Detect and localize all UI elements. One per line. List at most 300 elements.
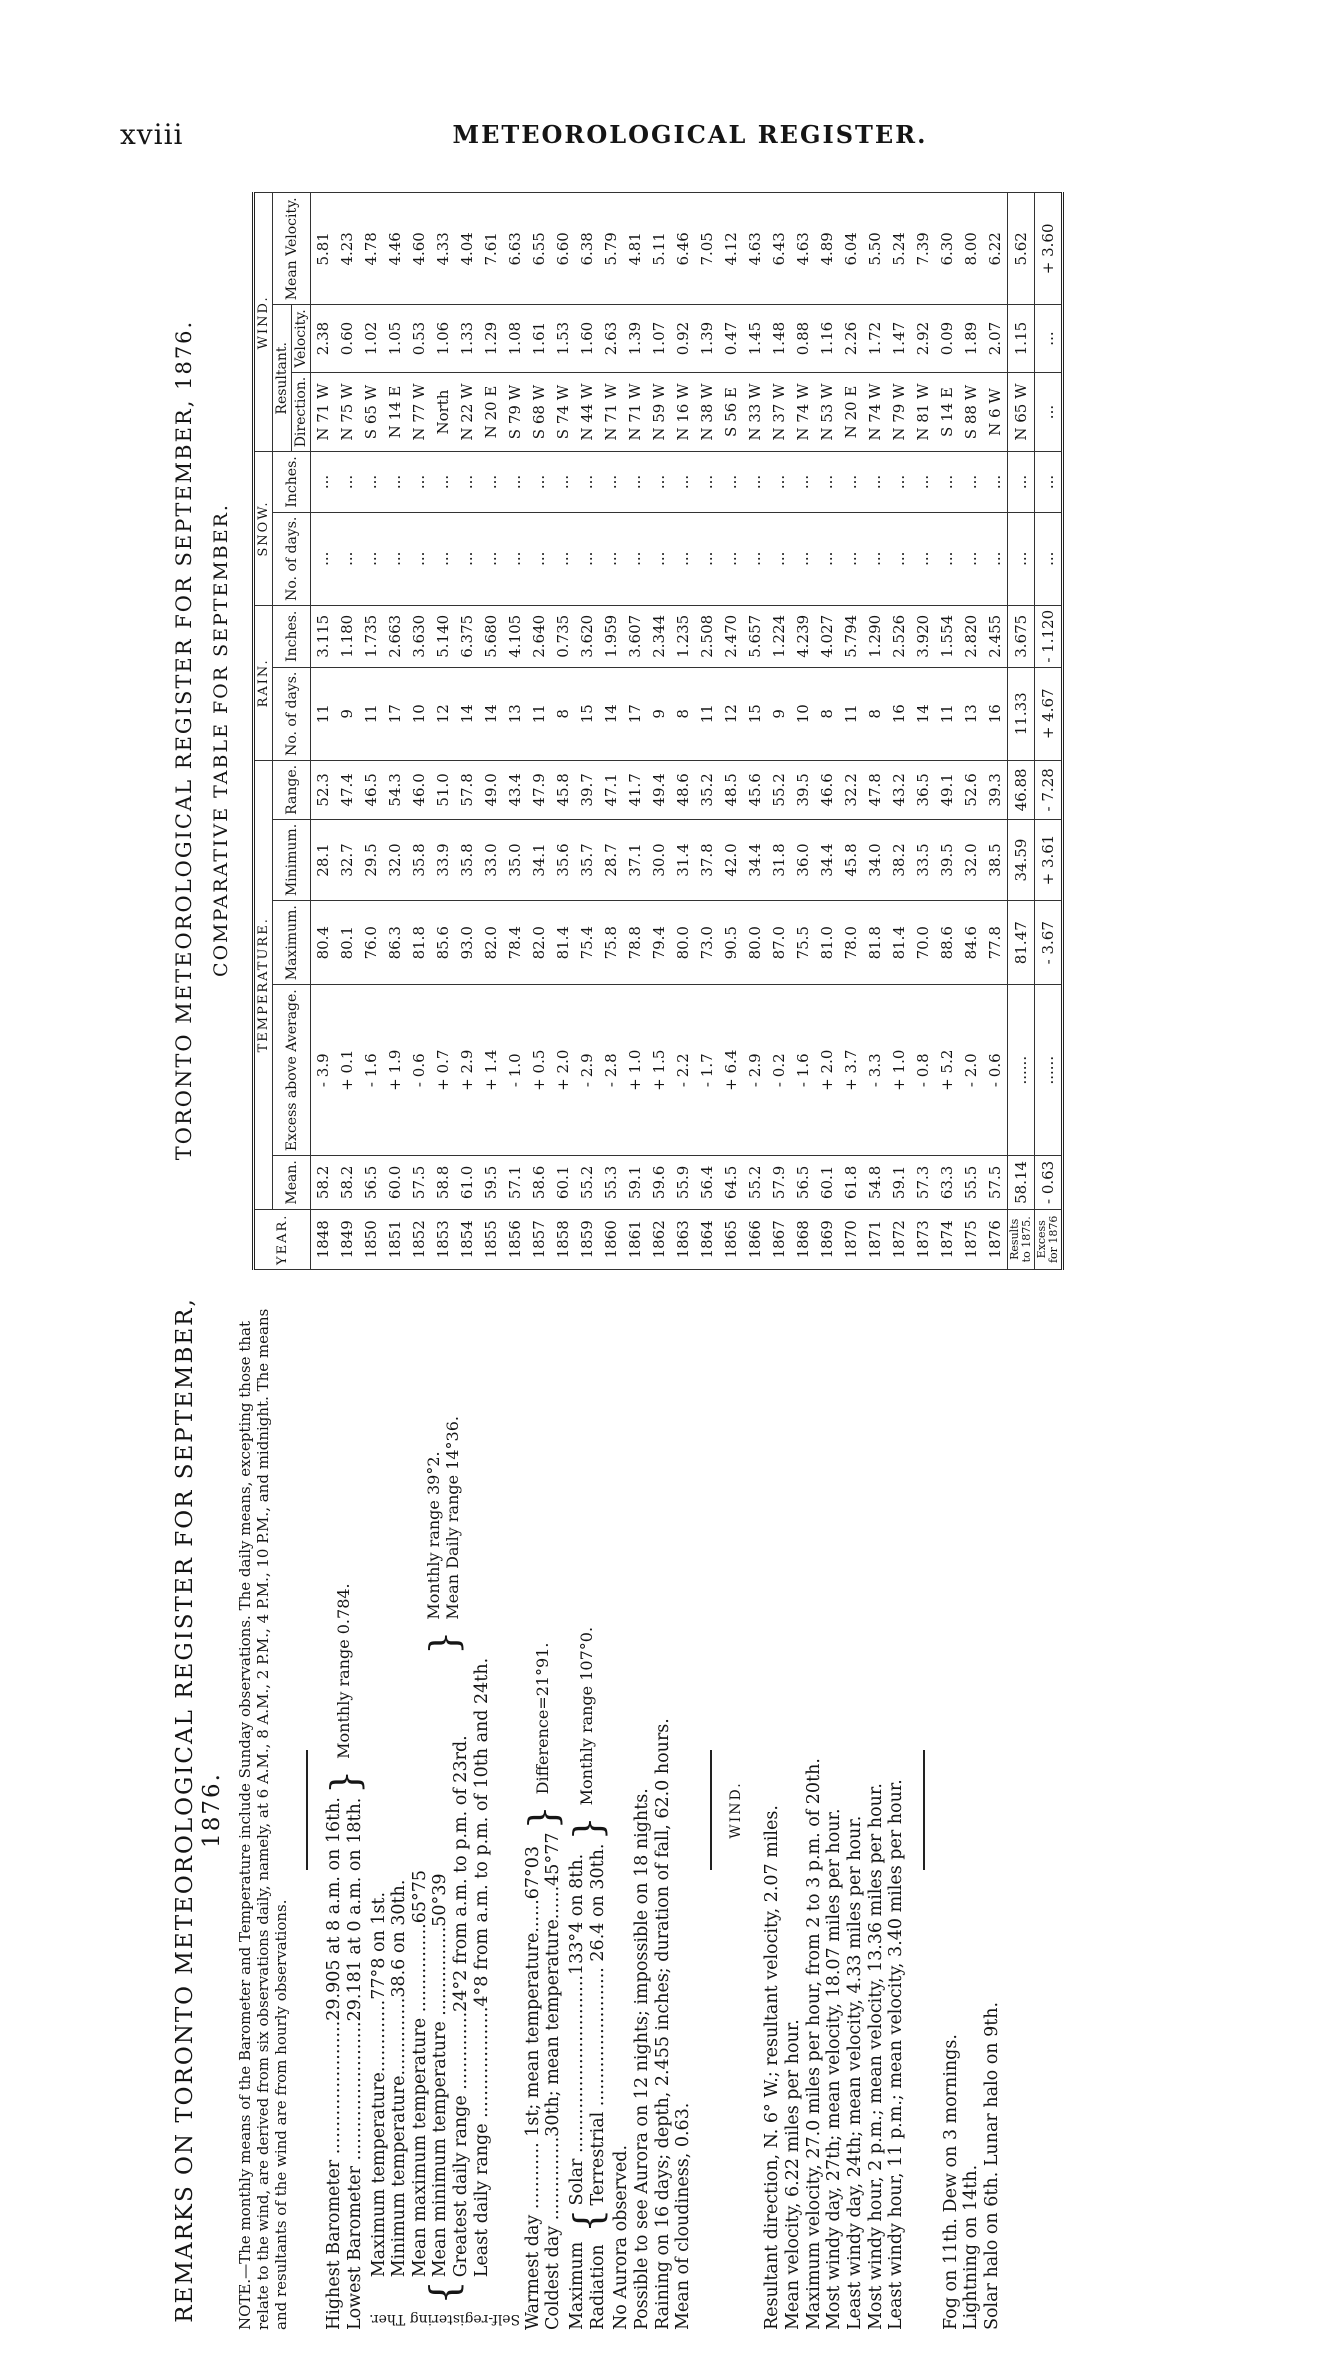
col-rain-inches-header: Inches. (273, 605, 311, 667)
table-cell: 56.4 (695, 1156, 719, 1209)
table-cell: 6.375 (455, 605, 479, 667)
table-cell: 45.8 (839, 819, 863, 900)
brace-symbol: } (322, 1769, 367, 1795)
table-cell: N 79 W (887, 372, 911, 452)
table-cell: 4.105 (503, 605, 527, 667)
table-cell: 60.1 (551, 1156, 575, 1209)
table-cell: 31.4 (671, 819, 695, 900)
table-cell: 85.6 (431, 901, 455, 985)
table-cell: 32.7 (335, 819, 359, 900)
table-row (383, 193, 407, 1270)
table-cell: 60.1 (815, 1156, 839, 1209)
table-cell: - 1.120 (1035, 605, 1063, 667)
table-cell: 36.5 (911, 760, 935, 819)
table-cell: 1864 (695, 1209, 719, 1269)
table-cell: 1.61 (527, 305, 551, 372)
table-cell: ... (599, 452, 623, 512)
table-cell: 42.0 (719, 819, 743, 900)
raining-line: Raining on 16 days; depth, 2.455 inches; duration of fall, 62.0 hours. (652, 1718, 673, 2330)
table-cell: 3.607 (623, 605, 647, 667)
table-cell: 81.47 (1008, 901, 1035, 985)
table-cell: 58.6 (527, 1156, 551, 1209)
table-cell: 58.14 (1008, 1156, 1035, 1209)
col-excess-header: Excess above Average. (273, 985, 311, 1156)
table-row (719, 193, 743, 1270)
table-cell: 2.820 (959, 605, 983, 667)
table-row (479, 193, 503, 1270)
table-cell: ... (695, 452, 719, 512)
table-cell: ... (479, 452, 503, 512)
table-cell: ... (551, 452, 575, 512)
col-snow-inches-header: Inches. (273, 452, 311, 512)
temp-monthly-range: Monthly range 39°2. (424, 1451, 444, 1620)
table-cell: N 53 W (815, 372, 839, 452)
temperature-group (369, 1290, 520, 2330)
table-cell: ... (311, 512, 336, 605)
table-cell: S 14 E (935, 372, 959, 452)
table-cell: ... (935, 452, 959, 512)
table-cell: 13 (959, 667, 983, 760)
table-cell: 75.4 (575, 901, 599, 985)
table-cell: ... (1035, 512, 1063, 605)
table-cell: 11 (695, 667, 719, 760)
table-cell: - 3.3 (863, 985, 887, 1156)
table-cell: 1.16 (815, 305, 839, 372)
table-cell: 1.53 (551, 305, 575, 372)
table-cell: 1.39 (695, 305, 719, 372)
table-row (839, 193, 863, 1270)
table-cell: 8 (551, 667, 575, 760)
table-cell: 4.04 (455, 193, 479, 305)
table-cell: - 1.7 (695, 985, 719, 1156)
temp-line: Greatest daily range ..............24°2 from a.m. to p.m. of 23rd. (451, 1735, 472, 2278)
table-cell: 11 (527, 667, 551, 760)
table-cell: ... (695, 512, 719, 605)
table-cell: 1865 (719, 1209, 743, 1269)
table-cell: ... (743, 512, 767, 605)
table-cell: 37.1 (623, 819, 647, 900)
table-cell: + 4.67 (1035, 667, 1063, 760)
table-cell: 11 (359, 667, 383, 760)
table-cell: S 68 W (527, 372, 551, 452)
table-cell: 8 (863, 667, 887, 760)
table-cell: 55.2 (575, 1156, 599, 1209)
brace-symbol: } (422, 1630, 467, 1655)
table-cell: 34.1 (527, 819, 551, 900)
table-row (911, 193, 935, 1270)
table-cell: ... (1035, 372, 1063, 452)
table-cell: ... (959, 512, 983, 605)
table-cell: 76.0 (359, 901, 383, 985)
table-row (983, 193, 1008, 1270)
table-cell: 37.8 (695, 819, 719, 900)
table-cell: 54.8 (863, 1156, 887, 1209)
table-cell: 12 (431, 667, 455, 760)
remarks-title: REMARKS ON TORONTO METEOROLOGICAL REGISTER FOR SEPTEMBER, 1876. (172, 1297, 226, 2323)
table-cell: 1.235 (671, 605, 695, 667)
table-cell: North (431, 372, 455, 452)
table-cell: N 75 W (335, 372, 359, 452)
table-cell: 1862 (647, 1209, 671, 1269)
table-cell: ... (455, 512, 479, 605)
group-resultant-header: Resultant. (273, 305, 292, 452)
table-cell: 81.0 (815, 901, 839, 985)
table-cell: N 77 W (407, 372, 431, 452)
table-cell: 81.4 (551, 901, 575, 985)
table-cell: ... (527, 452, 551, 512)
table-cell: 39.5 (935, 819, 959, 900)
table-cell: 0.09 (935, 305, 959, 372)
table-cell: 2.508 (695, 605, 719, 667)
table-cell: 2.455 (983, 605, 1008, 667)
radiation-range: Monthly range 107°0. (577, 1626, 597, 1806)
table-cell: + 2.0 (815, 985, 839, 1156)
table-cell: 4.78 (359, 193, 383, 305)
table-cell: 2.470 (719, 605, 743, 667)
table-row (359, 193, 383, 1270)
table-cell: 46.0 (407, 760, 431, 819)
table-cell: 6.63 (503, 193, 527, 305)
table-cell: N 16 W (671, 372, 695, 452)
table-cell: 51.0 (431, 760, 455, 819)
temp-line: Least daily range ....................4°8 from a.m. to p.m. of 10th and 24th. (471, 1657, 492, 2278)
wind-line: Most windy hour, 2 p.m.; mean velocity, 13.36 miles per hour. (865, 1783, 886, 2330)
table-cell: 1.05 (383, 305, 407, 372)
coldest-day: Coldest day ...............30th; mean temperature......45°77 (543, 1832, 564, 2330)
table-cell: ... (311, 452, 336, 512)
table-cell: - 2.2 (671, 985, 695, 1156)
table-cell: + 3.60 (1035, 193, 1063, 305)
table-row (455, 193, 479, 1270)
table-cell: 6.30 (935, 193, 959, 305)
table-cell: 87.0 (767, 901, 791, 985)
table-cell: - 1.6 (359, 985, 383, 1156)
col-direction-header: Direction. (292, 372, 311, 452)
table-cell: ... (383, 512, 407, 605)
misc-line: Solar halo on 6th. Lunar halo on 9th. (982, 2001, 1003, 2330)
table-cell: 56.5 (791, 1156, 815, 1209)
table-cell: N 74 W (791, 372, 815, 452)
table-cell: 1867 (767, 1209, 791, 1269)
col-rain-days-header: No. of days. (273, 667, 311, 760)
table-cell: 35.2 (695, 760, 719, 819)
table-cell: 1874 (935, 1209, 959, 1269)
table-cell: 1.180 (335, 605, 359, 667)
table-cell: 39.5 (791, 760, 815, 819)
table-cell: 1.15 (1008, 305, 1035, 372)
table-cell: ... (863, 452, 887, 512)
table-cell: 1854 (455, 1209, 479, 1269)
table-cell: - 1.6 (791, 985, 815, 1156)
table-cell: 80.0 (743, 901, 767, 985)
table-cell: 32.2 (839, 760, 863, 819)
table-cell: 35.8 (455, 819, 479, 900)
table-cell: 1.48 (767, 305, 791, 372)
table-row (335, 193, 359, 1270)
table-cell: 1848 (311, 1209, 336, 1269)
table-cell: 2.07 (983, 305, 1008, 372)
table-cell: 4.027 (815, 605, 839, 667)
table-cell: 17 (383, 667, 407, 760)
table-cell: 4.63 (743, 193, 767, 305)
table-cell: 6.43 (767, 193, 791, 305)
table-cell: ... (359, 512, 383, 605)
table-cell: ... (815, 512, 839, 605)
wind-line: Resultant direction, N. 6° W.; resultant velocity, 2.07 miles. (762, 1805, 783, 2330)
table-row (599, 193, 623, 1270)
table-cell: 1.29 (479, 305, 503, 372)
table-cell: ... (815, 452, 839, 512)
temp-line: Mean minimum temperature ................50°39 (430, 1873, 451, 2278)
table-cell: ... (1008, 512, 1035, 605)
table-cell: 86.3 (383, 901, 407, 985)
table-cell: 57.3 (911, 1156, 935, 1209)
table-cell: 80.1 (335, 901, 359, 985)
table-cell: - 2.8 (599, 985, 623, 1156)
wind-line: Mean velocity, 6.22 miles per hour. (782, 2019, 803, 2330)
cloudiness-line: Mean of cloudiness, 0.63. (673, 2102, 694, 2330)
table-cell: 81.4 (887, 901, 911, 985)
table-cell: N 81 W (911, 372, 935, 452)
table-cell: 16 (887, 667, 911, 760)
table-cell: 35.6 (551, 819, 575, 900)
table-cell: 1871 (863, 1209, 887, 1269)
table-cell: 82.0 (527, 901, 551, 985)
table-cell: ... (479, 512, 503, 605)
table-cell: 43.4 (503, 760, 527, 819)
table-cell: 2.640 (527, 605, 551, 667)
table-cell: ... (335, 512, 359, 605)
table-cell: + 1.0 (623, 985, 647, 1156)
table-cell: 35.0 (503, 819, 527, 900)
wind-line: Least windy hour, 11 p.m.; mean velocity, 3.40 miles per hour. (886, 1779, 907, 2330)
table-cell: ... (431, 512, 455, 605)
table-cell: 1.07 (647, 305, 671, 372)
table-cell: 2.663 (383, 605, 407, 667)
table-cell: 11.33 (1008, 667, 1035, 760)
table-cell: + 0.7 (431, 985, 455, 1156)
table-cell: 1.39 (623, 305, 647, 372)
table-cell: ... (551, 512, 575, 605)
table-cell: 1.224 (767, 605, 791, 667)
table-cell: 4.63 (791, 193, 815, 305)
table-cell: ... (1035, 305, 1063, 372)
page-header (120, 118, 1260, 158)
table-cell: ... (455, 452, 479, 512)
table-cell: 46.6 (815, 760, 839, 819)
wind-line: Least windy day, 24th; mean velocity, 4.33 miles per hour. (844, 1815, 865, 2330)
table-cell: 0.47 (719, 305, 743, 372)
brace-symbol: { (422, 2280, 467, 2305)
table-cell: 2.344 (647, 605, 671, 667)
table-cell: 1849 (335, 1209, 359, 1269)
table-cell: 1858 (551, 1209, 575, 1269)
table-cell: 63.3 (935, 1156, 959, 1209)
table-cell: 6.38 (575, 193, 599, 305)
table-cell: 14 (911, 667, 935, 760)
table-cell: 39.3 (983, 760, 1008, 819)
table-cell: 12 (719, 667, 743, 760)
rotated-content (160, 197, 1260, 2330)
table-cell: - 0.6 (983, 985, 1008, 1156)
temp-line: Mean maximum temperature ................65°75 (409, 1870, 430, 2278)
table-cell: 0.735 (551, 605, 575, 667)
table-cell: ... (911, 512, 935, 605)
table-cell: + 6.4 (719, 985, 743, 1156)
table-cell: 1851 (383, 1209, 407, 1269)
table-row (431, 193, 455, 1270)
table-cell: 7.05 (695, 193, 719, 305)
radiation-label: Radiation (587, 2244, 608, 2330)
table-cell: 57.5 (983, 1156, 1008, 1209)
table-cell: 14 (599, 667, 623, 760)
table-cell: - 1.0 (503, 985, 527, 1156)
separator-rule (710, 1750, 712, 1870)
group-wind-header: WIND. (254, 193, 273, 452)
table-cell: 1868 (791, 1209, 815, 1269)
table-cell: 43.2 (887, 760, 911, 819)
table-cell: + 3.7 (839, 985, 863, 1156)
table-row (551, 193, 575, 1270)
table-cell: 4.33 (431, 193, 455, 305)
table-cell: 88.6 (935, 901, 959, 985)
table-cell: 59.5 (479, 1156, 503, 1209)
table-cell: 5.140 (431, 605, 455, 667)
table-cell: 28.1 (311, 819, 336, 900)
table-cell: ... (767, 452, 791, 512)
results-row-label: Results to 1875. (1008, 1209, 1035, 1269)
table-cell: ... (599, 512, 623, 605)
table-cell: 16 (983, 667, 1008, 760)
table-cell: 6.22 (983, 193, 1008, 305)
table-row (767, 193, 791, 1270)
table-cell: 1.08 (503, 305, 527, 372)
excess-row-label: Excess for 1876 (1035, 1209, 1063, 1269)
table-cell: 54.3 (383, 760, 407, 819)
table-cell: 8.00 (959, 193, 983, 305)
table-cell: ... (911, 452, 935, 512)
table-cell: 5.11 (647, 193, 671, 305)
table-cell: 57.8 (455, 760, 479, 819)
table-cell: 0.92 (671, 305, 695, 372)
table-cell: 4.23 (335, 193, 359, 305)
table-cell: ... (719, 512, 743, 605)
group-rain-header: RAIN. (254, 605, 273, 760)
col-mean-velocity-header: Mean Velocity. (273, 193, 311, 305)
table-cell: ... (623, 452, 647, 512)
table-cell: ... (431, 452, 455, 512)
table-cell: ... (623, 512, 647, 605)
table-cell: 55.2 (743, 1156, 767, 1209)
table-cell: 15 (575, 667, 599, 760)
table-cell: ... (839, 452, 863, 512)
barometer-lowest: Lowest Barometer .........................29.181 at 0 a.m. on 18th. (344, 1797, 365, 2330)
col-min-header: Minimum. (273, 819, 311, 900)
table-cell: 78.0 (839, 901, 863, 985)
table-cell: 58.2 (311, 1156, 336, 1209)
col-max-header: Maximum. (273, 901, 311, 985)
table-cell: N 71 W (311, 372, 336, 452)
table-cell: ... (983, 452, 1008, 512)
table-cell: 11 (839, 667, 863, 760)
table-cell: 4.81 (623, 193, 647, 305)
table-cell: 4.89 (815, 193, 839, 305)
table-cell: 1855 (479, 1209, 503, 1269)
table-cell: 34.0 (863, 819, 887, 900)
table-cell: 6.04 (839, 193, 863, 305)
table-cell: - 0.2 (767, 985, 791, 1156)
comparative-table (252, 192, 1064, 1270)
table-cell: + 0.5 (527, 985, 551, 1156)
temp-daily-range: Mean Daily range 14°36. (443, 1416, 463, 1620)
aurora-line: No Aurora observed. (611, 2144, 632, 2330)
table-cell: 11 (935, 667, 959, 760)
table-row (671, 193, 695, 1270)
table-cell: 32.0 (959, 819, 983, 900)
table-cell: 79.4 (647, 901, 671, 985)
barometer-range: Monthly range 0.784. (334, 1583, 354, 1759)
table-cell: 59.1 (623, 1156, 647, 1209)
table-cell: 60.0 (383, 1156, 407, 1209)
table-cell: 33.5 (911, 819, 935, 900)
table-cell: + 1.0 (887, 985, 911, 1156)
table-cell: 5.680 (479, 605, 503, 667)
table-cell: - 2.9 (743, 985, 767, 1156)
table-cell: 5.794 (839, 605, 863, 667)
remarks-section (160, 1290, 1260, 2330)
brace-symbol: } (565, 1816, 610, 1841)
wind-line: Most windy day, 27th; mean velocity, 18.07 miles per hour. (824, 1808, 845, 2330)
table-cell: 57.1 (503, 1156, 527, 1209)
table-cell: ... (647, 452, 671, 512)
table-cell: ...... (1008, 985, 1035, 1156)
table-cell: 9 (335, 667, 359, 760)
col-range-header: Range. (273, 760, 311, 819)
table-cell: ... (743, 452, 767, 512)
table-cell: ... (887, 512, 911, 605)
table-cell: 48.6 (671, 760, 695, 819)
table-cell: 1869 (815, 1209, 839, 1269)
table-cell: 47.4 (335, 760, 359, 819)
table-cell: 1.89 (959, 305, 983, 372)
table-cell: 32.0 (383, 819, 407, 900)
table-cell: 36.0 (791, 819, 815, 900)
table-cell: 0.53 (407, 305, 431, 372)
running-title: METEOROLOGICAL REGISTER. (452, 120, 928, 149)
table-cell: 49.4 (647, 760, 671, 819)
table-cell: 5.50 (863, 193, 887, 305)
radiation-terrestrial: Terrestrial ......................... 26.4 on 30th. (587, 1843, 608, 2206)
table-row (647, 193, 671, 1270)
table-cell: ... (887, 452, 911, 512)
table-row (407, 193, 431, 1270)
table-cell: ... (791, 512, 815, 605)
table-cell: ... (359, 452, 383, 512)
table-cell: 78.8 (623, 901, 647, 985)
table-cell: 29.5 (359, 819, 383, 900)
table-cell: 58.2 (335, 1156, 359, 1209)
table-cell: ... (719, 452, 743, 512)
table-cell: 70.0 (911, 901, 935, 985)
page-number: xviii (120, 118, 184, 151)
table-cell: N 71 W (623, 372, 647, 452)
table-cell: 9 (767, 667, 791, 760)
table-row (887, 193, 911, 1270)
table-cell: ... (839, 512, 863, 605)
table-cell: ... (983, 512, 1008, 605)
col-mean-header: Mean. (273, 1156, 311, 1209)
warmest-coldest-group (523, 1290, 564, 2330)
